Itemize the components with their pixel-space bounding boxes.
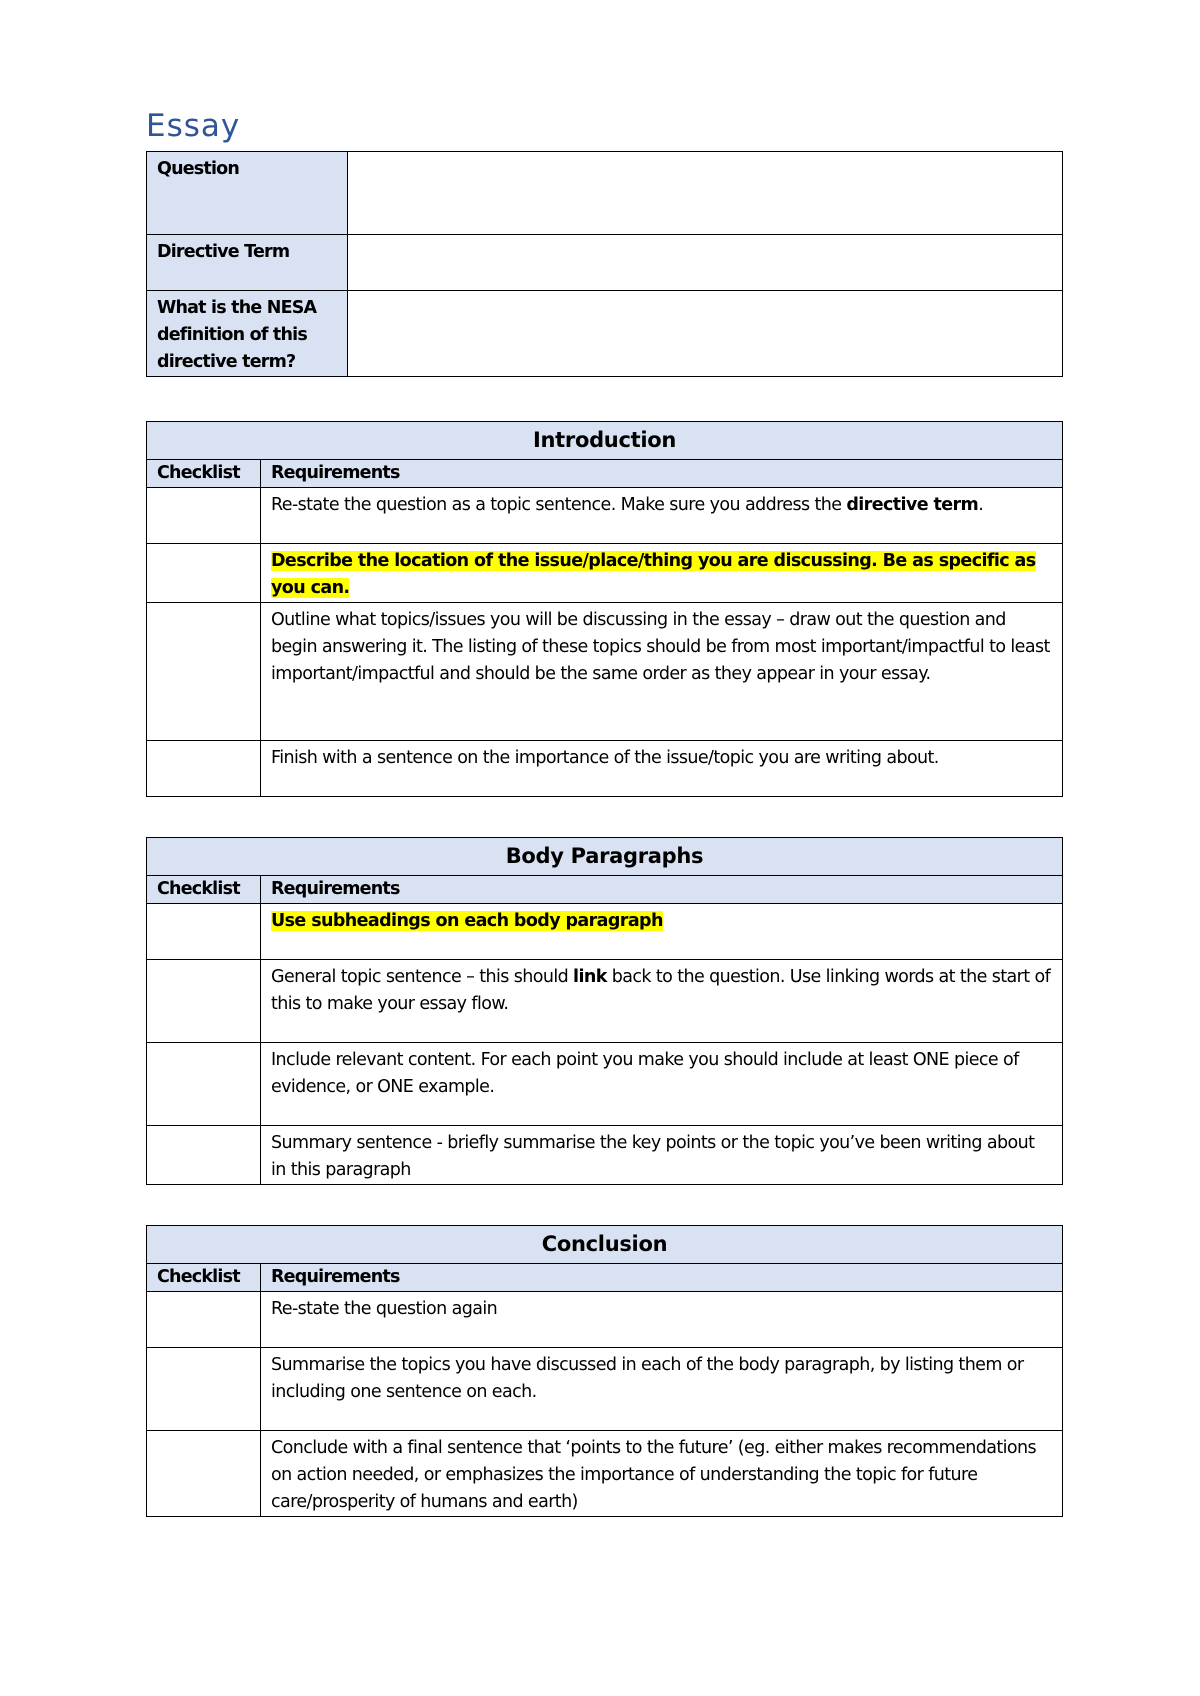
requirement-text: Conclude with a final sentence that ‘points to the future’ (eg. either makes recommendations on action needed, or emphasizes the importance of understanding the topic for future care/prosperity of humans and earth) (261, 1431, 1063, 1517)
checklist-cell[interactable] (147, 1292, 261, 1348)
checklist-header: Checklist (147, 876, 261, 904)
table-row (147, 544, 1063, 603)
requirement-text (261, 544, 1063, 603)
requirement-text (261, 488, 1063, 544)
table-row (147, 1292, 1063, 1348)
nesa-definition-row (147, 291, 1063, 377)
table-row (147, 904, 1063, 960)
introduction-heading: Introduction (147, 422, 1063, 460)
conclusion-heading: Conclusion (147, 1226, 1063, 1264)
requirements-header: Requirements (261, 460, 1063, 488)
nesa-definition-field[interactable] (348, 291, 1063, 377)
question-label: Question (147, 152, 348, 235)
checklist-header: Checklist (147, 460, 261, 488)
checklist-cell[interactable] (147, 904, 261, 960)
requirements-header: Requirements (261, 1264, 1063, 1292)
body-paragraphs-heading: Body Paragraphs (147, 838, 1063, 876)
directive-term-row (147, 235, 1063, 291)
checklist-cell[interactable] (147, 1043, 261, 1126)
requirement-text-part: . (978, 495, 984, 515)
conclusion-table (146, 1225, 1063, 1517)
directive-term-field[interactable] (348, 235, 1063, 291)
checklist-cell[interactable] (147, 544, 261, 603)
checklist-cell[interactable] (147, 1431, 261, 1517)
requirement-text (261, 904, 1063, 960)
checklist-header: Checklist (147, 1264, 261, 1292)
table-row (147, 741, 1063, 797)
table-row (147, 960, 1063, 1043)
checklist-cell[interactable] (147, 960, 261, 1043)
highlighted-requirement: Describe the location of the issue/place/thing you are discussing. Be as specific as you can. (271, 551, 1036, 598)
requirement-text-part: General topic sentence – this should (271, 967, 574, 987)
checklist-cell[interactable] (147, 603, 261, 741)
requirements-header: Requirements (261, 876, 1063, 904)
requirement-text: Outline what topics/issues you will be discussing in the essay – draw out the question and begin answering it. The listing of these topics should be from most important/impactful to least important/impactful and should be the same order as they appear in your essay. (261, 603, 1063, 741)
table-row (147, 1348, 1063, 1431)
directive-term-label: Directive Term (147, 235, 348, 291)
checklist-cell[interactable] (147, 1348, 261, 1431)
requirement-text: Re-state the question again (261, 1292, 1063, 1348)
page-title: Essay (146, 108, 241, 144)
checklist-cell[interactable] (147, 488, 261, 544)
requirement-text-part: back to the question. Use linking words at the start of this to make your essay flow. (271, 967, 1051, 1014)
checklist-cell[interactable] (147, 741, 261, 797)
question-table (146, 151, 1063, 377)
requirement-text: Summarise the topics you have discussed in each of the body paragraph, by listing them or including one sentence on each. (261, 1348, 1063, 1431)
table-row (147, 488, 1063, 544)
nesa-definition-label: What is the NESA definition of this directive term? (147, 291, 348, 377)
question-field[interactable] (348, 152, 1063, 235)
highlighted-requirement: Use subheadings on each body paragraph (271, 911, 663, 931)
requirement-text (261, 960, 1063, 1043)
link-emphasis: link (573, 967, 607, 987)
table-row (147, 1431, 1063, 1517)
question-row (147, 152, 1063, 235)
requirement-text-part: Re-state the question as a topic sentence. Make sure you address the (271, 495, 847, 515)
requirement-text: Include relevant content. For each point you make you should include at least ONE piece of evidence, or ONE example. (261, 1043, 1063, 1126)
requirement-text: Finish with a sentence on the importance of the issue/topic you are writing about. (261, 741, 1063, 797)
table-row (147, 603, 1063, 741)
requirement-text: Summary sentence - briefly summarise the key points or the topic you’ve been writing about in this paragraph (261, 1126, 1063, 1185)
checklist-cell[interactable] (147, 1126, 261, 1185)
table-row (147, 1126, 1063, 1185)
directive-term-emphasis: directive term (846, 495, 979, 515)
table-row (147, 1043, 1063, 1126)
body-paragraphs-table (146, 837, 1063, 1185)
introduction-table (146, 421, 1063, 797)
